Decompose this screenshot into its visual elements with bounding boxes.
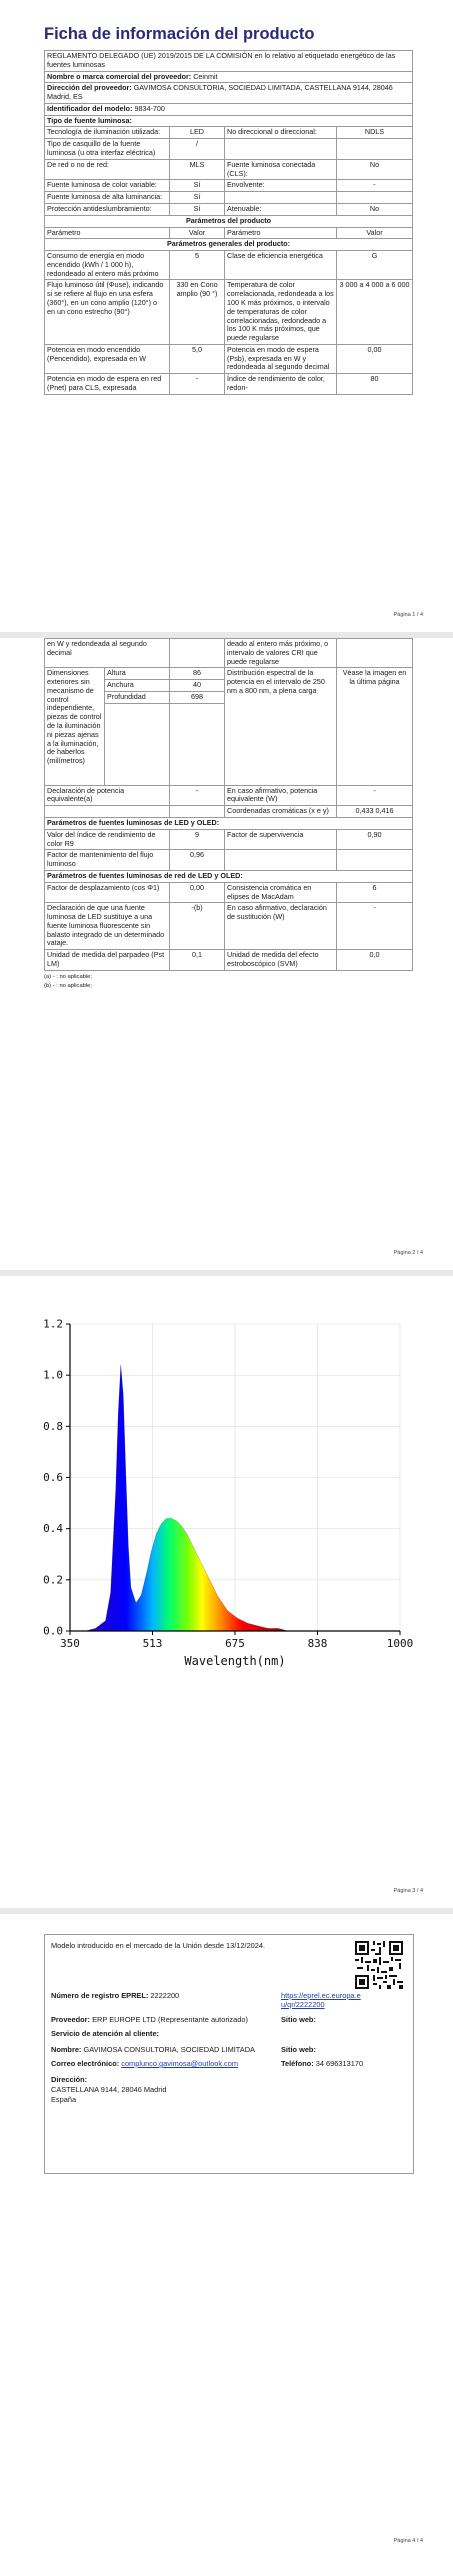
- general-params-table: [44, 215, 413, 395]
- equivalent-power-w-value: -: [337, 785, 413, 806]
- lighting-type-param-value: Sí: [170, 192, 225, 204]
- general-param-param-label: Índice de rendimiento de color, redon-: [225, 374, 337, 395]
- y-tick-label: 0.8: [43, 1419, 63, 1433]
- mains-param-param-label: Factor de desplazamiento (cos Φ1): [45, 882, 170, 903]
- service-website-label: Sitio web:: [281, 2045, 316, 2054]
- col-param-1: Parámetro: [45, 227, 170, 239]
- eprel-number-label: Número de registro EPREL:: [51, 1991, 149, 2000]
- lighting-type-label: Tipo de fuente luminosa:: [45, 115, 413, 127]
- page-2: [0, 638, 453, 1270]
- mains-param-row: [45, 950, 413, 971]
- standby-continued-label: en W y redondeada al segundo decimal: [45, 639, 170, 668]
- mains-param-param-value: -: [337, 903, 413, 950]
- x-axis-label: Wavelength(nm): [184, 1654, 286, 1668]
- lighting-type-param-label: [225, 139, 337, 160]
- qr-code-icon[interactable]: [355, 1941, 403, 1989]
- lighting-type-row: [45, 203, 413, 215]
- model-row: [45, 103, 413, 115]
- led-params-title: Parámetros de fuentes luminosas de LED y OLED:: [45, 818, 413, 830]
- general-param-param-label: Potencia en modo de espera en red (Pnet) para CLS, expresada: [45, 374, 170, 395]
- dimensions-label: Dimensiones exteriores sin mecanismo de control independiente, piezas de control de la iluminación ni piezas ajenas a la iluminación, de haberlos (milímetros): [45, 668, 105, 785]
- mains-param-param-value: -(b): [170, 903, 225, 950]
- dim-width-label: Anchura: [105, 680, 170, 692]
- led-param-param-label: Factor de supervivencia: [225, 829, 337, 850]
- general-param-param-label: Potencia en modo de espera (Psb), expresada en W y redondeada al segundo decimal: [225, 344, 337, 373]
- general-param-param-value: 3 000 a 4 000 a 6 000: [337, 280, 413, 344]
- brand-row: [45, 71, 413, 83]
- dim-width-value: 40: [170, 680, 225, 692]
- footnote-b: (b) - : no aplicable;: [44, 982, 93, 989]
- x-tick-label: 838: [307, 1637, 328, 1650]
- provider-website-label: Sitio web:: [281, 2015, 316, 2024]
- col-value-1: Valor: [170, 227, 225, 239]
- lighting-type-param-value: -: [337, 180, 413, 192]
- lighting-type-param-label: Tipo de casquillo de la fuente luminosa (u otra interfaz eléctrica): [45, 139, 170, 160]
- dim-depth-label: Profundidad: [105, 691, 170, 703]
- led-param-row: [45, 850, 413, 871]
- x-tick-label: 513: [142, 1637, 163, 1650]
- x-tick-label: 675: [225, 1637, 245, 1650]
- spectral-label: Distribución espectral de la potencia en el intervalo de 250 nm a 800 nm, a plena carga: [225, 668, 337, 785]
- lighting-type-param-label: Fuente luminosa de alta luminancia:: [45, 192, 170, 204]
- general-param-row: [45, 344, 413, 373]
- phone-value: 34 696313170: [315, 2059, 364, 2068]
- phone-label: Teléfono:: [281, 2059, 314, 2068]
- led-param-param-value: [337, 850, 413, 871]
- lighting-type-param-label: Envolvente:: [225, 180, 337, 192]
- led-param-param-value: 0,90: [337, 829, 413, 850]
- lighting-type-param-label: Atenuable:: [225, 203, 337, 215]
- chromaticity-label: Coordenadas cromáticas (x e y): [225, 806, 337, 818]
- general-param-param-label: Flujo luminoso útil (Φuse), indicando si se refiere al flujo en una esfera (360°), en un cono amplio (120°) o en un cono estrecho (90°): [45, 280, 170, 344]
- equivalent-power-value: -: [170, 785, 225, 806]
- mains-param-param-value: 0,00: [170, 882, 225, 903]
- eprel-link[interactable]: https://eprel.ec.europa.eu/qr/2222200: [281, 1991, 361, 2010]
- cri-continued-label: deado al entero más próximo, o intervalo de valores CRI que puede regularse: [225, 639, 337, 668]
- provider-value: ERP EUROPE LTD (Representante autorizado): [92, 2015, 248, 2024]
- address-label: Dirección:: [51, 2075, 88, 2084]
- general-param-param-label: Potencia en modo encendido (Pencendido), expresada en W: [45, 344, 170, 373]
- general-param-param-label: Consumo de energía en modo encendido (kWh / 1 000 h), redondeado al entero más próximo: [45, 251, 170, 280]
- address-line-1: CASTELLANA 9144, 28046 Madrid: [51, 2085, 167, 2094]
- name-label: Nombre:: [51, 2045, 82, 2054]
- lighting-type-param-label: Protección antideslumbramiento:: [45, 203, 170, 215]
- page-title: Ficha de información del producto: [44, 25, 315, 43]
- page-number-4: Página 4 / 4: [393, 2538, 423, 2544]
- general-param-param-label: Clase de eficiencia energética: [225, 251, 337, 280]
- name-value: GAVIMOSA CONSULTORIA, SOCIEDAD LIMITADA: [83, 2045, 255, 2054]
- lighting-type-param-value: MLS: [170, 159, 225, 180]
- eprel-number-value: 2222200: [150, 1991, 180, 2000]
- product-params-title: Parámetros del producto: [45, 215, 413, 227]
- lighting-type-param-label: [225, 192, 337, 204]
- lighting-type-param-value: No: [337, 203, 413, 215]
- page-number-1: Página 1 / 4: [393, 612, 423, 618]
- spectral-power-chart: [0, 1276, 453, 1696]
- y-tick-label: 0.0: [43, 1624, 63, 1638]
- col-value-2: Valor: [337, 227, 413, 239]
- mains-param-param-value: 6: [337, 882, 413, 903]
- header-table: [44, 50, 413, 127]
- lighting-type-param-value: [337, 192, 413, 204]
- footnote-a: (a) - : no aplicable;: [44, 973, 93, 980]
- brand-value: Ceinmit: [193, 71, 218, 81]
- general-param-param-value: 5,0: [170, 344, 225, 373]
- general-param-param-value: 5: [170, 251, 225, 280]
- y-tick-label: 0.6: [43, 1471, 63, 1484]
- lighting-type-param-value: No: [337, 159, 413, 180]
- lighting-type-param-value: LED: [170, 127, 225, 139]
- model-label: Identificador del modelo:: [47, 103, 133, 113]
- lighting-type-param-label: Fuente luminosa de color variable:: [45, 180, 170, 192]
- led-param-param-label: [225, 850, 337, 871]
- lighting-type-param-value: [337, 139, 413, 160]
- mains-param-row: [45, 882, 413, 903]
- general-params-title: Parámetros generales del producto:: [45, 239, 413, 251]
- led-param-param-value: 9: [170, 829, 225, 850]
- lighting-type-param-value: /: [170, 139, 225, 160]
- general-param-param-value: -: [170, 374, 225, 395]
- page-number-2: Página 2 / 4: [393, 1250, 423, 1256]
- general-param-row: [45, 251, 413, 280]
- email-label: Correo electrónico:: [51, 2059, 120, 2068]
- model-value: 9834-700: [134, 103, 165, 113]
- page-3: [0, 1276, 453, 1908]
- general-param-param-value: 330 en Cono amplio (90 °): [170, 280, 225, 344]
- general-param-param-value: G: [337, 251, 413, 280]
- page2-table: [44, 638, 413, 971]
- lighting-type-row: [45, 192, 413, 204]
- led-param-param-value: 0,96: [170, 850, 225, 871]
- lighting-type-param-value: Sí: [170, 180, 225, 192]
- lighting-type-param-value: Sí: [170, 203, 225, 215]
- col-param-2: Parámetro: [225, 227, 337, 239]
- lighting-type-param-label: Fuente luminosa conectada (CLS):: [225, 159, 337, 180]
- market-intro: Modelo introducido en el mercado de la Unión desde 13/12/2024.: [51, 1941, 266, 1950]
- equivalent-power-label: Declaración de potencia equivalente(a): [45, 785, 170, 806]
- mains-param-param-label: En caso afirmativo, declaración de sustitución (W): [225, 903, 337, 950]
- mains-param-param-label: Unidad de medida del efecto estroboscópico (SVM): [225, 950, 337, 971]
- eprel-box: [44, 1934, 414, 2174]
- led-param-param-label: Valor del índice de rendimiento de color R9: [45, 829, 170, 850]
- lighting-type-row: [45, 159, 413, 180]
- mains-param-row: [45, 903, 413, 950]
- page-1: [0, 0, 453, 632]
- lighting-type-row: [45, 139, 413, 160]
- lighting-type-param-label: De red o no de red:: [45, 159, 170, 180]
- customer-service-label: Servicio de atención al cliente:: [51, 2029, 160, 2038]
- x-tick-label: 1000: [386, 1637, 414, 1650]
- supplier-address-value: GAVIMOSA CONSULTORIA, SOCIEDAD LIMITADA, CASTELLANA 9144, 28046 Madrid, ES: [47, 83, 393, 102]
- email-link[interactable]: complunco.gavimosa@outlook.com: [121, 2059, 239, 2068]
- mains-param-param-label: Consistencia cromática en elipses de MacAdam: [225, 882, 337, 903]
- lighting-type-param-value: NDLS: [337, 127, 413, 139]
- mains-param-param-value: 0,1: [170, 950, 225, 971]
- y-tick-label: 1.0: [43, 1368, 63, 1382]
- equivalent-power-w-label: En caso afirmativo, potencia equivalente (W): [225, 785, 337, 806]
- general-param-param-value: 0,00: [337, 344, 413, 373]
- mains-param-param-label: Declaración de que una fuente luminosa de LED sustituye a una fuente luminosa fluorescente sin balasto integrado de un determinado vataje.: [45, 903, 170, 950]
- dim-height-value: 86: [170, 668, 225, 680]
- dim-height-label: Altura: [105, 668, 170, 680]
- general-param-row: [45, 280, 413, 344]
- lighting-type-param-label: Tecnología de iluminación utilizada:: [45, 127, 170, 139]
- led-param-row: [45, 829, 413, 850]
- page-4: [0, 1914, 453, 2560]
- mains-param-param-value: 0,0: [337, 950, 413, 971]
- chromaticity-value: 0,433 0,416: [337, 806, 413, 818]
- general-param-row: [45, 374, 413, 395]
- type-table: [44, 126, 413, 215]
- lighting-type-row: [45, 127, 413, 139]
- lighting-type-param-label: No direccional o direccional:: [225, 127, 337, 139]
- spectral-value: Véase la imagen en la última página: [337, 668, 413, 785]
- mains-params-title: Parámetros de fuentes luminosas de red de LED y OLED:: [45, 870, 413, 882]
- y-tick-label: 0.4: [43, 1522, 63, 1536]
- regulation-text: REGLAMENTO DELEGADO (UE) 2019/2015 DE LA COMISIÓN en lo relativo al etiquetado energético de las fuentes luminosas: [45, 51, 413, 72]
- y-tick-label: 0.2: [43, 1573, 63, 1587]
- y-tick-label: 1.2: [43, 1317, 63, 1331]
- supplier-address-row: [45, 83, 413, 104]
- page-number-3: Página 3 / 4: [393, 1888, 423, 1894]
- address-line-2: España: [51, 2095, 77, 2104]
- lighting-type-row: [45, 180, 413, 192]
- general-param-param-value: 80: [337, 374, 413, 395]
- brand-label: Nombre o marca comercial del proveedor:: [47, 71, 192, 81]
- dim-depth-value: 698: [170, 691, 225, 703]
- supplier-address-label: Dirección del proveedor:: [47, 83, 132, 93]
- x-tick-label: 350: [60, 1637, 80, 1650]
- general-param-param-label: Temperatura de color correlacionada, redondeada a los 100 K más próximos, o intervalo de temperaturas de color correlacionadas, redondeado a los 100 K más próximos, que puede regularse: [225, 280, 337, 344]
- mains-param-param-label: Unidad de medida del parpadeo (Pst LM): [45, 950, 170, 971]
- led-param-param-label: Factor de mantenimiento del flujo luminoso: [45, 850, 170, 871]
- provider-label: Proveedor:: [51, 2015, 91, 2024]
